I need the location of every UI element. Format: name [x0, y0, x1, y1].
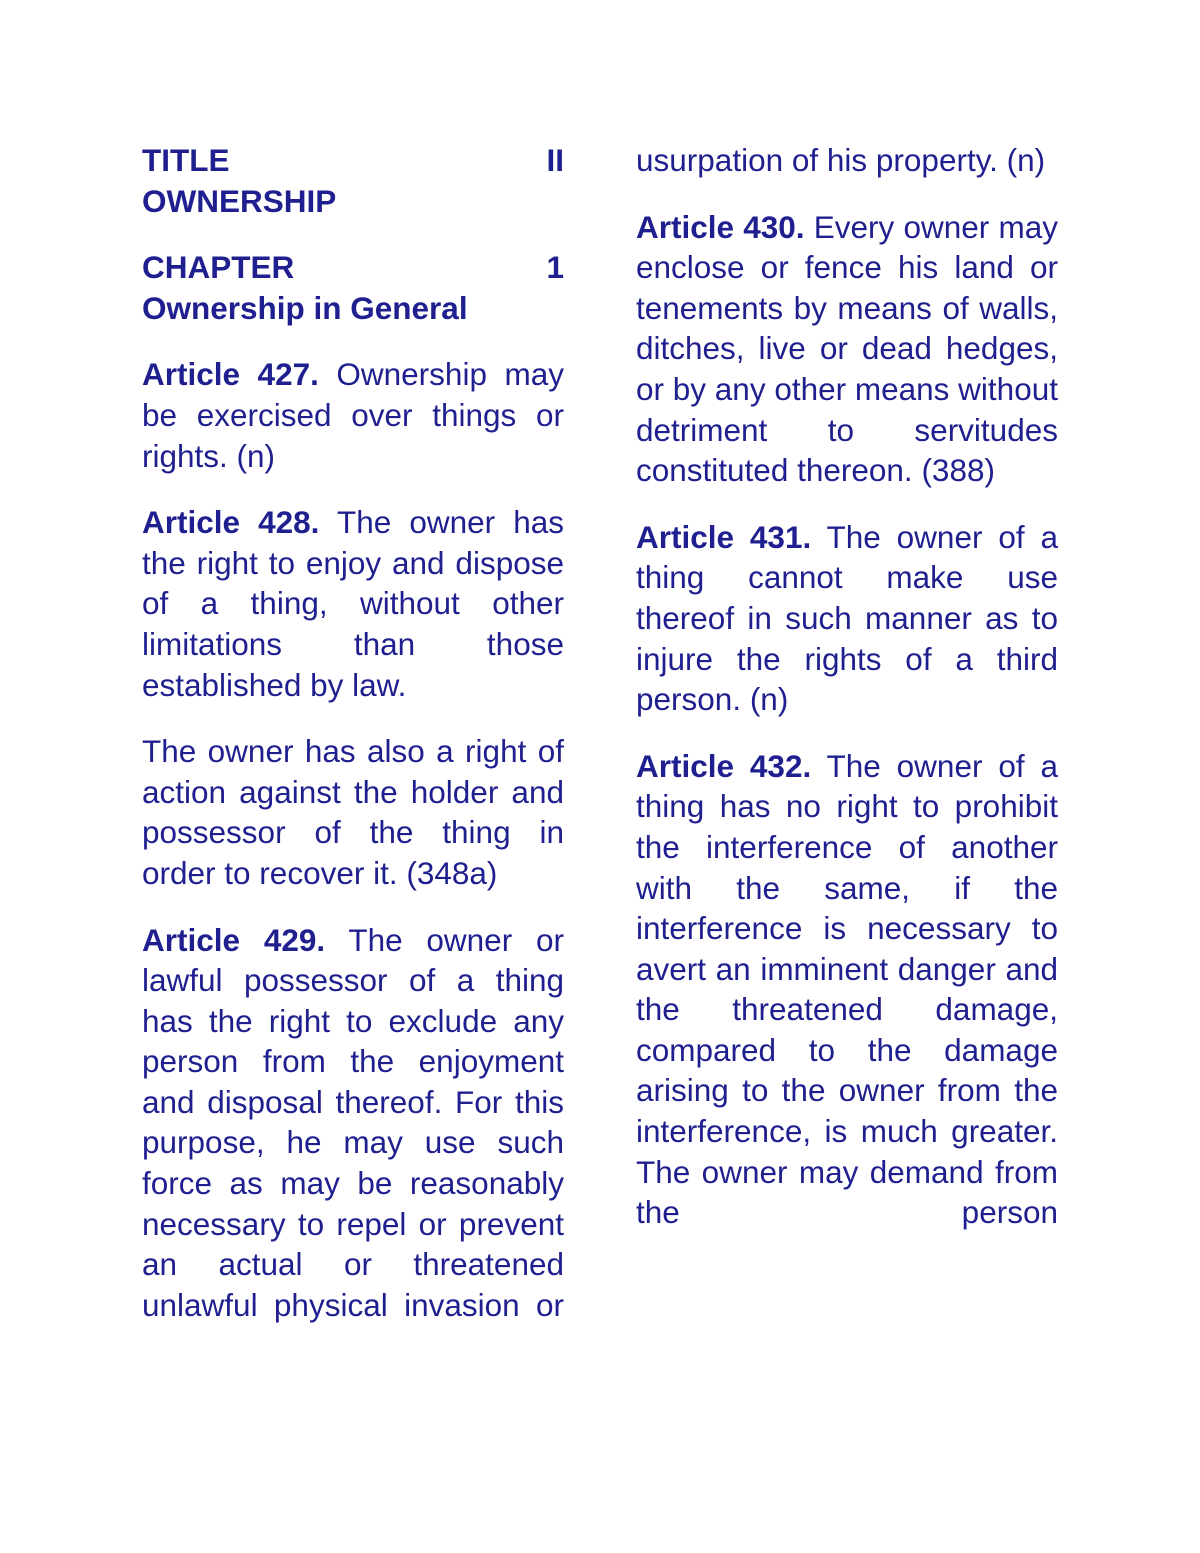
article-431: [636, 517, 1058, 720]
article-label: Article 432.: [636, 747, 812, 784]
left-column: [142, 140, 564, 1351]
article-432: [636, 746, 1058, 1233]
article-text: Ownership may be exercised over things or rights. (n): [142, 356, 564, 474]
right-column: [636, 140, 1058, 1259]
article-427: [142, 354, 564, 476]
article-text: The owner of a thing has no right to prohibit the interference of another with the same, if the interference is necessary to avert an imminent danger and the threatened damage, compared to the damage arising to the owner from the interference, is much greater. The owner may demand from the person: [636, 747, 1058, 1231]
article-430: [636, 207, 1058, 491]
article-text: The owner has the right to enjoy and dispose of a thing, without other limitations than those established by law.: [142, 504, 564, 703]
article-text: usurpation of his property. (n): [636, 142, 1046, 178]
chapter-heading: [142, 247, 564, 328]
title-number: II: [546, 142, 564, 178]
chapter-number: 1: [546, 249, 564, 286]
title-name: OWNERSHIP: [142, 182, 337, 219]
article-label: Article 427.: [142, 356, 319, 393]
article-label: Article 428.: [142, 504, 320, 541]
chapter-name: Ownership in General: [142, 289, 468, 326]
article-428-paragraph-2: [142, 731, 564, 893]
article-label: Article 429.: [142, 921, 326, 958]
article-text: The owner has also a right of action against the holder and possessor of the thing in order to recover it. (348a): [142, 733, 564, 891]
article-label: Article 430.: [636, 208, 805, 245]
article-428: [142, 502, 564, 705]
title-heading: [142, 140, 564, 221]
chapter-label: CHAPTER: [142, 249, 295, 286]
article-text: Every owner may enclose or fence his land or tenements by means of walls, ditches, live or dead hedges, or by any other means without detriment to servitudes constituted thereon. (388): [636, 208, 1058, 489]
article-429: [142, 920, 564, 1326]
article-429-continuation: [636, 140, 1058, 181]
article-text: The owner or lawful possessor of a thing has the right to exclude any person from the enjoyment and disposal thereof. For this purpose, he may use such force as may be reasonably necessary to repel or prevent an actual or threatened unlawful physical invasion or: [142, 921, 564, 1323]
article-label: Article 431.: [636, 518, 812, 555]
title-label: TITLE: [142, 142, 230, 178]
article-text: The owner of a thing cannot make use thereof in such manner as to injure the rights of a third person. (n): [636, 518, 1058, 718]
